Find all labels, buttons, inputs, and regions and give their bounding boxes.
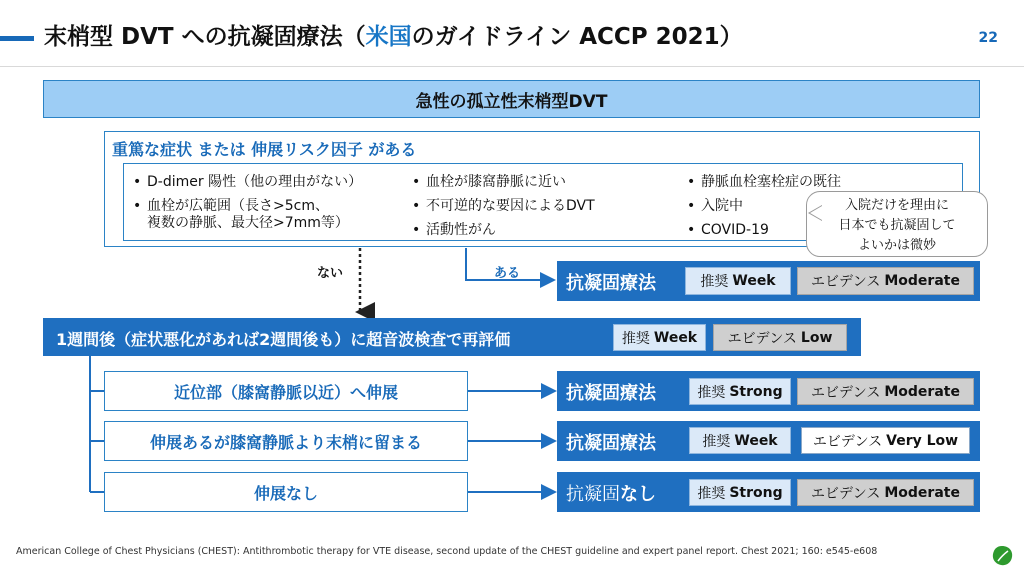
citation-footer: American College of Chest Physicians (CHEST): Antithrombotic therapy for VTE disease, second update of the CHEST guideline and expert panel report. Chest 2021; 160: e545-e608: [16, 546, 878, 557]
recommendation-badge: 推奨 Strong: [689, 378, 791, 405]
condition-box: 伸展あるが膝窩静脈より末梢に留まる: [104, 421, 468, 461]
evidence-badge: エビデンス Moderate: [797, 267, 974, 295]
risk-item-continued: 複数の静脈、最大径>7mm等）: [147, 215, 349, 231]
risk-item: • 不可逆的な要因によるDVT: [412, 194, 595, 218]
treatment-label: 抗凝固療法: [566, 383, 656, 404]
risk-item: • COVID-19: [687, 218, 841, 242]
treatment-label: 抗凝固なし: [566, 484, 656, 505]
label-no: ない: [317, 266, 344, 281]
evidence-badge: エビデンス Very Low: [801, 427, 970, 454]
recommendation-badge: 推奨 Week: [613, 324, 706, 351]
evidence-badge: エビデンス Moderate: [797, 479, 974, 506]
evidence-badge: エビデンス Low: [713, 324, 847, 351]
treatment-label: 抗凝固療法: [566, 433, 656, 454]
risk-item: • 活動性がん: [412, 218, 595, 242]
risk-factor-title: 重篤な症状 または 伸展リスク因子 がある: [112, 140, 417, 159]
recommendation-badge: 推奨 Week: [685, 267, 791, 295]
evidence-badge: エビデンス Moderate: [797, 378, 974, 405]
risk-item: • 血栓が広範囲（長さ>5cm、: [133, 194, 362, 218]
risk-column-2: [412, 170, 595, 242]
recommendation-badge: 推奨 Week: [689, 427, 791, 454]
risk-item: • D-dimer 陽性（他の理由がない）: [133, 170, 362, 194]
label-yes: ある: [494, 266, 521, 281]
green-leaf-logo-icon: [989, 543, 1015, 569]
recommendation-badge: 推奨 Strong: [689, 479, 791, 506]
reevaluation-text: 1週間後（症状悪化があれば2週間後も）に超音波検査で再評価: [56, 330, 511, 349]
risk-item: • 血栓が膝窩静脈に近い: [412, 170, 595, 194]
risk-item: • 静脈血栓塞栓症の既往: [687, 170, 841, 194]
risk-column-1: [133, 170, 362, 232]
condition-box: 伸展なし: [104, 472, 468, 512]
page-number: 22: [978, 30, 998, 46]
diagnosis-header: 急性の孤立性末梢型DVT: [43, 80, 980, 118]
page-title: 末梢型 DVT への抗凝固療法（米国のガイドライン ACCP 2021）: [44, 24, 743, 50]
treatment-label: 抗凝固療法: [566, 273, 656, 294]
condition-box: 近位部（膝窩静脈以近）へ伸展: [104, 371, 468, 411]
callout-note: 入院だけを理由に 日本でも抗凝固して よいかは微妙: [806, 191, 988, 257]
risk-item: • 入院中: [687, 194, 841, 218]
